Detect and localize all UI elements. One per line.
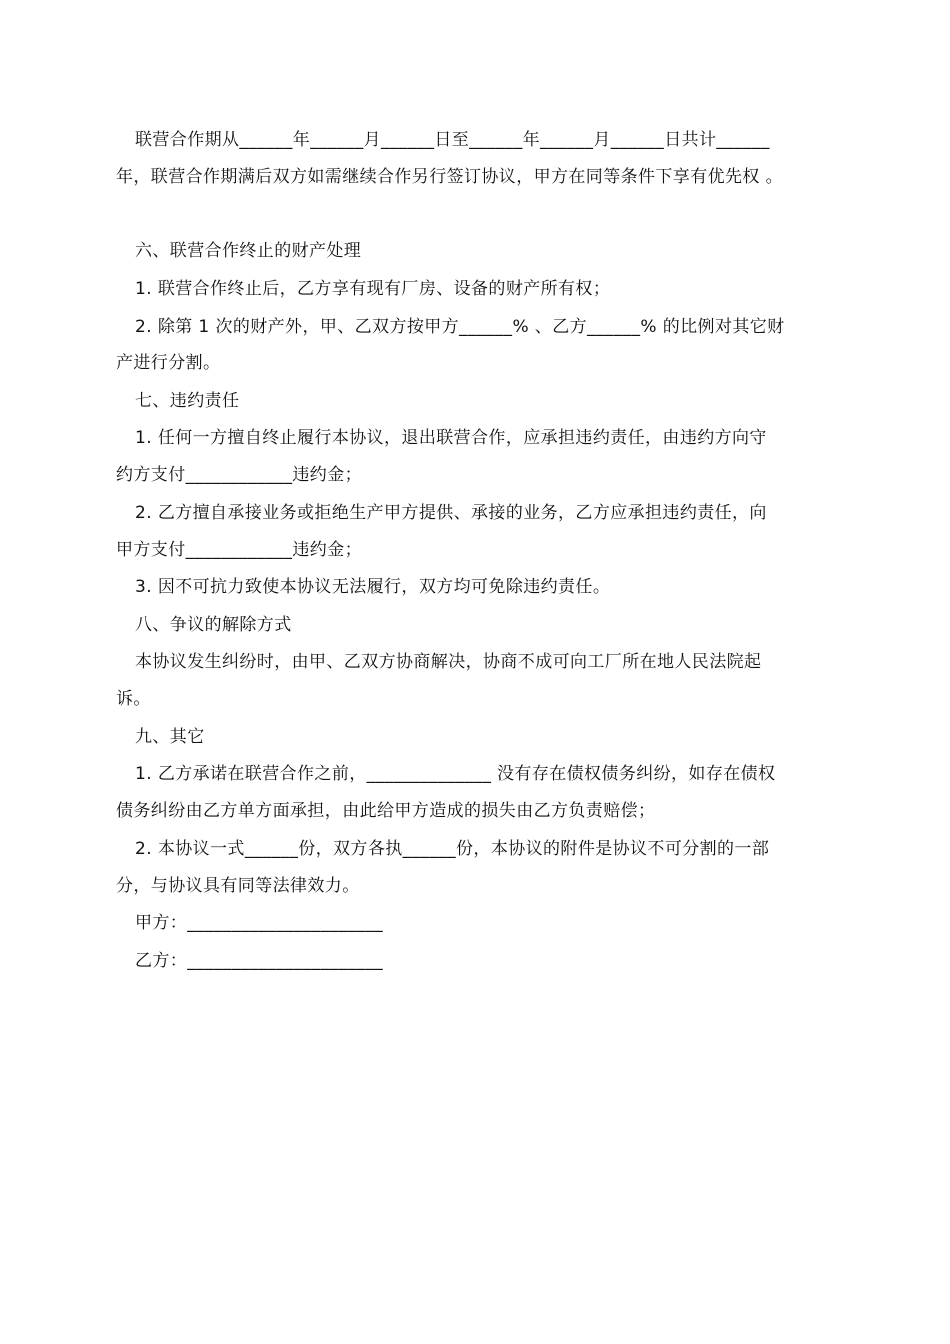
clause-property-1: 1. 联营合作终止后，乙方享有现有厂房、设备的财产所有权； bbox=[135, 279, 611, 299]
section-heading-property: 六、联营合作终止的财产处理 bbox=[135, 241, 362, 261]
section-heading-other: 九、其它 bbox=[135, 727, 205, 747]
section-heading-liability: 七、违约责任 bbox=[135, 391, 240, 411]
clause-other-2-line-1: 2. 本协议一式______份，双方各执______份，本协议的附件是协议不可分割的一部 bbox=[135, 839, 770, 859]
clause-property-2-line-1: 2. 除第 1 次的财产外，甲、乙双方按甲方______% 、乙方______% 的比例对其它财 bbox=[135, 317, 785, 337]
clause-liability-3: 3. 因不可抗力致使本协议无法履行，双方均可免除违约责任。 bbox=[135, 577, 611, 597]
clause-property-2-line-2: 产进行分割。 bbox=[116, 353, 221, 373]
clause-dispute-line-2: 诉。 bbox=[116, 689, 151, 709]
clause-liability-2-line-1: 2. 乙方擅自承接业务或拒绝生产甲方提供、承接的业务，乙方应承担违约责任，向 bbox=[135, 503, 767, 523]
clause-other-1-line-1: 1. 乙方承诺在联营合作之前，______________ 没有存在债权债务纠纷，如存在债权 bbox=[135, 764, 776, 784]
clause-dispute-line-1: 本协议发生纠纷时，由甲、乙双方协商解决，协商不成可向工厂所在地人民法院起 bbox=[135, 652, 762, 672]
clause-other-2-line-2: 分，与协议具有同等法律效力。 bbox=[116, 876, 360, 896]
clause-liability-1-line-2: 约方支付____________违约金； bbox=[116, 465, 362, 485]
clause-liability-1-line-1: 1. 任何一方擅自终止履行本协议，退出联营合作，应承担违约责任，由违约方向守 bbox=[135, 428, 767, 448]
party-b-signature-line: 乙方：______________________ bbox=[135, 951, 383, 971]
term-paragraph-line-2: 年，联营合作期满后双方如需继续合作另行签订协议，甲方在同等条件下享有优先权 。 bbox=[116, 167, 784, 187]
clause-other-1-line-2: 债务纠纷由乙方单方面承担，由此给甲方造成的损失由乙方负责赔偿； bbox=[116, 801, 656, 821]
party-a-signature-line: 甲方：______________________ bbox=[135, 913, 383, 933]
clause-liability-2-line-2: 甲方支付____________违约金； bbox=[116, 540, 362, 560]
term-paragraph-line-1: 联营合作期从______年______月______日至______年______月______日共计______ bbox=[135, 130, 770, 150]
section-heading-dispute: 八、争议的解除方式 bbox=[135, 615, 292, 635]
